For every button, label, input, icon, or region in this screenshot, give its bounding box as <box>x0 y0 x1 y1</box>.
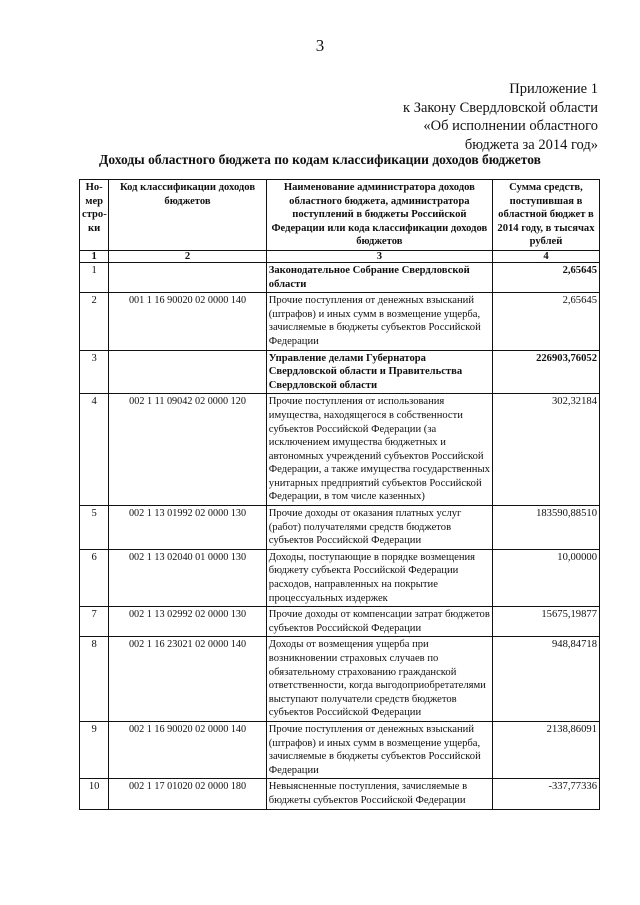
table-column-index-row <box>80 250 600 262</box>
classification-code: 002 1 17 01020 02 0000 180 <box>109 779 267 809</box>
revenue-name: Прочие доходы от компенсации затрат бюджетов субъектов Российской Федерации <box>266 607 492 637</box>
appendix-line-3: «Об исполнении областного <box>423 118 598 134</box>
classification-code <box>109 350 267 394</box>
classification-code: 002 1 13 02992 02 0000 130 <box>109 607 267 637</box>
table-row <box>80 721 600 778</box>
revenue-table <box>79 179 600 810</box>
appendix-line-4: бюджета за 2014 год» <box>464 136 598 153</box>
row-number: 7 <box>80 607 109 637</box>
classification-code: 002 1 16 23021 02 0000 140 <box>109 637 267 722</box>
amount: 2,65645 <box>492 293 599 350</box>
revenue-name: Невыясненные поступления, зачисляемые в бюджеты субъектов Российской Федерации <box>266 779 492 809</box>
administrator-name: Законодательное Собрание Свердловской области <box>266 262 492 292</box>
table-row <box>80 506 600 550</box>
revenue-name: Прочие доходы от оказания платных услуг (работ) получателями средств бюджетов субъектов Российской Федерации <box>266 506 492 550</box>
page-number: 3 <box>315 36 325 55</box>
table-header-row <box>80 180 600 251</box>
classification-code: 002 1 13 01992 02 0000 130 <box>109 506 267 550</box>
amount: 226903,76052 <box>492 350 599 394</box>
row-number: 8 <box>80 637 109 722</box>
appendix-line-2: к Закону Свердловской области <box>403 99 598 116</box>
revenue-name: Доходы от возмещения ущерба при возникновении страховых случаев по обязательному страхованию гражданской ответственности, когда выгодоприобретателями выступают получатели средств бюджетов субъектов Российской Федерации <box>266 637 492 722</box>
amount: 10,00000 <box>492 549 599 606</box>
table-row <box>80 607 600 637</box>
classification-code <box>109 262 267 292</box>
column-index: 1 <box>80 250 109 262</box>
header-administrator-name: Наименование администратора доходов областного бюджета, администратора поступлений в бюджеты Российской Федерации или кода классификации доходов бюджетов <box>266 180 492 251</box>
classification-code: 002 1 11 09042 02 0000 120 <box>109 394 267 506</box>
appendix-block <box>403 80 598 154</box>
classification-code: 001 1 16 90020 02 0000 140 <box>109 293 267 350</box>
table-row <box>80 779 600 809</box>
amount: 302,32184 <box>492 394 599 506</box>
table-row <box>80 293 600 350</box>
table-row <box>80 350 600 394</box>
administrator-name: Управление делами Губернатора Свердловской области и Правительства Свердловской области <box>266 350 492 394</box>
row-number: 2 <box>80 293 109 350</box>
revenue-name: Прочие поступления от денежных взысканий (штрафов) и иных сумм в возмещение ущерба, зачисляемые в бюджеты субъектов Российской Федерации <box>266 721 492 778</box>
table-row <box>80 637 600 722</box>
row-number: 3 <box>80 350 109 394</box>
amount: -337,77336 <box>492 779 599 809</box>
document-title: Доходы областного бюджета по кодам классификации доходов бюджетов <box>99 152 541 167</box>
table-row <box>80 394 600 506</box>
row-number: 9 <box>80 721 109 778</box>
row-number: 6 <box>80 549 109 606</box>
row-number: 1 <box>80 262 109 292</box>
header-row-number: Но-мер стро-ки <box>80 180 109 251</box>
appendix-line-1: Приложение 1 <box>509 81 598 97</box>
row-number: 5 <box>80 506 109 550</box>
header-amount: Сумма средств, поступившая в областной бюджет в 2014 году, в тысячах рублей <box>492 180 599 251</box>
column-index: 2 <box>109 250 267 262</box>
revenue-name: Прочие поступления от денежных взысканий (штрафов) и иных сумм в возмещение ущерба, зачисляемые в бюджеты субъектов Российской Федерации <box>266 293 492 350</box>
classification-code: 002 1 13 02040 01 0000 130 <box>109 549 267 606</box>
revenue-name: Доходы, поступающие в порядке возмещения бюджету субъекта Российской Федерации расходов, направленных на покрытие процессуальных издержек <box>266 549 492 606</box>
column-index: 3 <box>266 250 492 262</box>
table-row <box>80 549 600 606</box>
amount: 183590,88510 <box>492 506 599 550</box>
amount: 15675,19877 <box>492 607 599 637</box>
row-number: 10 <box>80 779 109 809</box>
amount: 2,65645 <box>492 262 599 292</box>
amount: 2138,86091 <box>492 721 599 778</box>
amount: 948,84718 <box>492 637 599 722</box>
table-row <box>80 262 600 292</box>
header-classification-code: Код классификации доходов бюджетов <box>109 180 267 251</box>
column-index: 4 <box>492 250 599 262</box>
revenue-name: Прочие поступления от использования имущества, находящегося в собственности субъектов Российской Федерации (за исключением имущества бюджетных и автономных учреждений субъектов Российской Федерации, а также имущества государственных унитарных предприятий субъектов Российской Федерации, в том числе казенных) <box>266 394 492 506</box>
classification-code: 002 1 16 90020 02 0000 140 <box>109 721 267 778</box>
row-number: 4 <box>80 394 109 506</box>
